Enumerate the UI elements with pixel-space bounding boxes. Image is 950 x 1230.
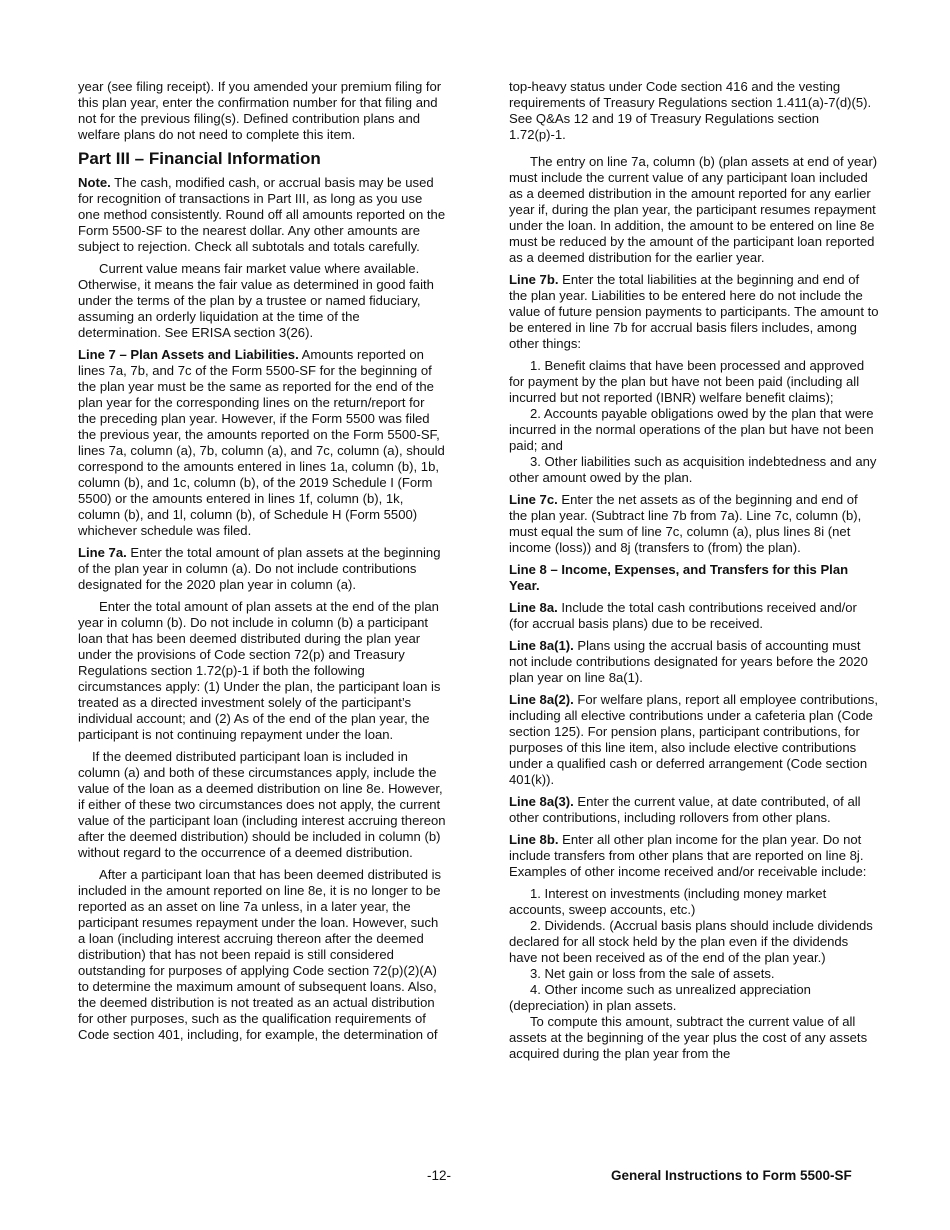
income-item-4: 4. Other income such as unrealized appreciation (depreciation) in plan assets.	[509, 982, 811, 1013]
after-loan-paragraph: After a participant loan that has been deemed distributed is included in the amount reported on line 8e, it is no longer to be reported as an asset on line 7a unless, in a later year, the participant resumes repayment under the loan. However, such a loan (including interest accruing thereon after the deemed distribution) that has not been repaid is still considered outstanding for purposes of applying Code section 72(p)(2)(A) to determine the maximum amount of subsequent loans. Also, the deemed distribution is not treated as an actual distribution for other purposes, such as the qualification requirements of Code section 401, including, for example, the determination of	[78, 867, 442, 1042]
income-item-2: 2. Dividends. (Accrual basis plans should include dividends declared for all stock held by the plan even if the dividends have not been received as of the end of the plan year.)	[509, 918, 873, 965]
line-7-paragraph	[78, 347, 446, 539]
line-7b-paragraph	[509, 272, 879, 352]
line-8a1-paragraph	[509, 638, 879, 686]
line-8a3-text: Enter the current value, at date contributed, of all other contributions, including rollovers from other plans.	[509, 794, 861, 825]
line-7c-paragraph	[509, 492, 879, 556]
compute-paragraph: To compute this amount, subtract the current value of all assets at the beginning of the year plus the cost of any assets acquired during the plan year from the	[509, 1014, 868, 1061]
liability-item-2: 2. Accounts payable obligations owed by the plan that were incurred in the normal operations of the plan but have not been paid; and	[509, 406, 874, 453]
right-column	[509, 79, 879, 1062]
line-8a1-text: Plans using the accrual basis of accounting must not include contributions designated for years before the 2020 plan year on line 8a(1).	[509, 638, 868, 685]
note-label: Note.	[78, 175, 111, 190]
line-8a1-label: Line 8a(1).	[509, 638, 574, 653]
liability-item-1: 1. Benefit claims that have been processed and approved for payment by the plan but have not been paid (including all incurred but not reported (IBNR) welfare benefit claims);	[509, 358, 865, 405]
line-8a2-text: For welfare plans, report all employee contributions, including all elective contributions under a cafeteria plan (Code section 125). For pension plans, participant contributions, for purposes of this line item, also include elective contributions under a qualified cash or deferred arrangement (Code section 401(k)).	[509, 692, 878, 787]
line-8a-text: Include the total cash contributions received and/or (for accrual basis plans) due to be received.	[509, 600, 857, 631]
paragraph-filing-receipt: year (see filing receipt). If you amended your premium filing for this plan year, enter the confirmation number for that filing and not for the previous filing(s). Defined contribution plans and welfare plans do not need to complete this item.	[78, 79, 442, 142]
note-text: The cash, modified cash, or accrual basis may be used for recognition of transactions in Part III, as long as you use one method consistently. Round off all amounts reported on the Form 5500-SF to the nearest dollar. Any other amounts are subject to rejection. Check all subtotals and totals carefully.	[78, 175, 446, 254]
line-7b-label: Line 7b.	[509, 272, 559, 287]
line-8b-text: Enter all other plan income for the plan year. Do not include transfers from other plans that are reported on line 8j. Examples of other income received and/or receivable include:	[509, 832, 867, 879]
income-item-1: 1. Interest on investments (including money market accounts, sweep accounts, etc.)	[509, 886, 827, 917]
line-7c-text: Enter the net assets as of the beginning and end of the plan year. (Subtract line 7b from 7a). Line 7c, column (b), must equal the sum of line 7c, column (a), plus lines 8i (net income (loss)) and 8j (transfers to (from) the plan).	[509, 492, 862, 555]
note-paragraph	[78, 175, 446, 255]
line-7c-label: Line 7c.	[509, 492, 558, 507]
line-8a3-label: Line 8a(3).	[509, 794, 574, 809]
left-column	[78, 79, 446, 1049]
page-number: -12-	[427, 1168, 452, 1183]
deemed-loan-paragraph: If the deemed distributed participant loan is included in column (a) and both of these circumstances apply, include the value of the loan as a deemed distribution on line 8e. However, if either of these two circumstances does not apply, the current value of the participant loan (including interest accruing thereon after the deemed distribution) should be included in column (b) without regard to the occurrence of a deemed distribution.	[78, 749, 446, 860]
line-8b-label: Line 8b.	[509, 832, 559, 847]
line-7-label: Line 7 – Plan Assets and Liabilities.	[78, 347, 299, 362]
part-iii-heading: Part III – Financial Information	[78, 149, 321, 168]
line-7-text: Amounts reported on lines 7a, 7b, and 7c of the Form 5500-SF for the beginning of the plan year must be the same as reported for the end of the plan year for the corresponding lines on the return/report for the preceding plan year. However, if the Form 5500 was filed the previous year, the amounts reported on the Form 5500-SF, lines 7a, column (a), 7b, column (a), and 7c, column (a), should correspond to the amounts entered in lines 1a, column (b), 1b, column (b), and 1c, column (b), of the 2019 Schedule I (Form 5500) or the amounts entered in lines 1f, column (b), 1k, column (b), and 1l, column (b), of Schedule H (Form 5500) whichever schedule was filed.	[78, 347, 445, 538]
line-8b-paragraph	[509, 832, 879, 880]
top-heavy-paragraph: top-heavy status under Code section 416 and the vesting requirements of Treasury Regulations section 1.411(a)-7(d)(5). See Q&As 12 and 19 of Treasury Regulations section 1.72(p)-1.	[509, 79, 872, 142]
income-item-3: 3. Net gain or loss from the sale of assets.	[530, 966, 775, 981]
line-7b-text: Enter the total liabilities at the beginning and end of the plan year. Liabilities to be entered here do not include the value of future pension payments to participants. The amount to be entered in line 7b for accrual basis filers includes, among other things:	[509, 272, 879, 351]
line-7a-paragraph	[78, 545, 446, 593]
footer-title: General Instructions to Form 5500-SF	[611, 1168, 852, 1183]
line-8a-label: Line 8a.	[509, 600, 558, 615]
line-8a2-label: Line 8a(2).	[509, 692, 574, 707]
line-8a-paragraph	[509, 600, 879, 632]
liability-item-3: 3. Other liabilities such as acquisition indebtedness and any other amount owed by the plan.	[509, 454, 877, 485]
line-8a3-paragraph	[509, 794, 879, 826]
line-7a-label: Line 7a.	[78, 545, 127, 560]
current-value-paragraph: Current value means fair market value where available. Otherwise, it means the fair value as determined in good faith under the terms of the plan by a trustee or named fiduciary, assuming an orderly liquidation at the time of the determination. See ERISA section 3(26).	[78, 261, 434, 340]
line-8a2-paragraph	[509, 692, 879, 788]
line-8-heading: Line 8 – Income, Expenses, and Transfers for this Plan Year.	[509, 562, 849, 593]
end-assets-paragraph: Enter the total amount of plan assets at the end of the plan year in column (b). Do not include in column (b) a participant loan that has been deemed distributed during the plan year under the provisions of Code section 72(p) and Treasury Regulations section 1.72(p)-1 if both the following circumstances apply: (1) Under the plan, the participant loan is treated as a directed investment solely of the participant’s individual account; and (2) As of the end of the plan year, the participant is not continuing repayment under the loan.	[78, 599, 441, 742]
line-7a-text: Enter the total amount of plan assets at the beginning of the plan year in column (a). Do not include contributions designated for the 2020 plan year in column (a).	[78, 545, 441, 592]
entry-7a-paragraph: The entry on line 7a, column (b) (plan assets at end of year) must include the current value of any participant loan included as a deemed distribution in the amount reported for any earlier year if, during the plan year, the participant resumes repayment under the loan. In addition, the amount to be entered on line 8e must be reduced by the amount of the participant loan reported as a deemed distribution for the earlier year.	[509, 154, 878, 265]
